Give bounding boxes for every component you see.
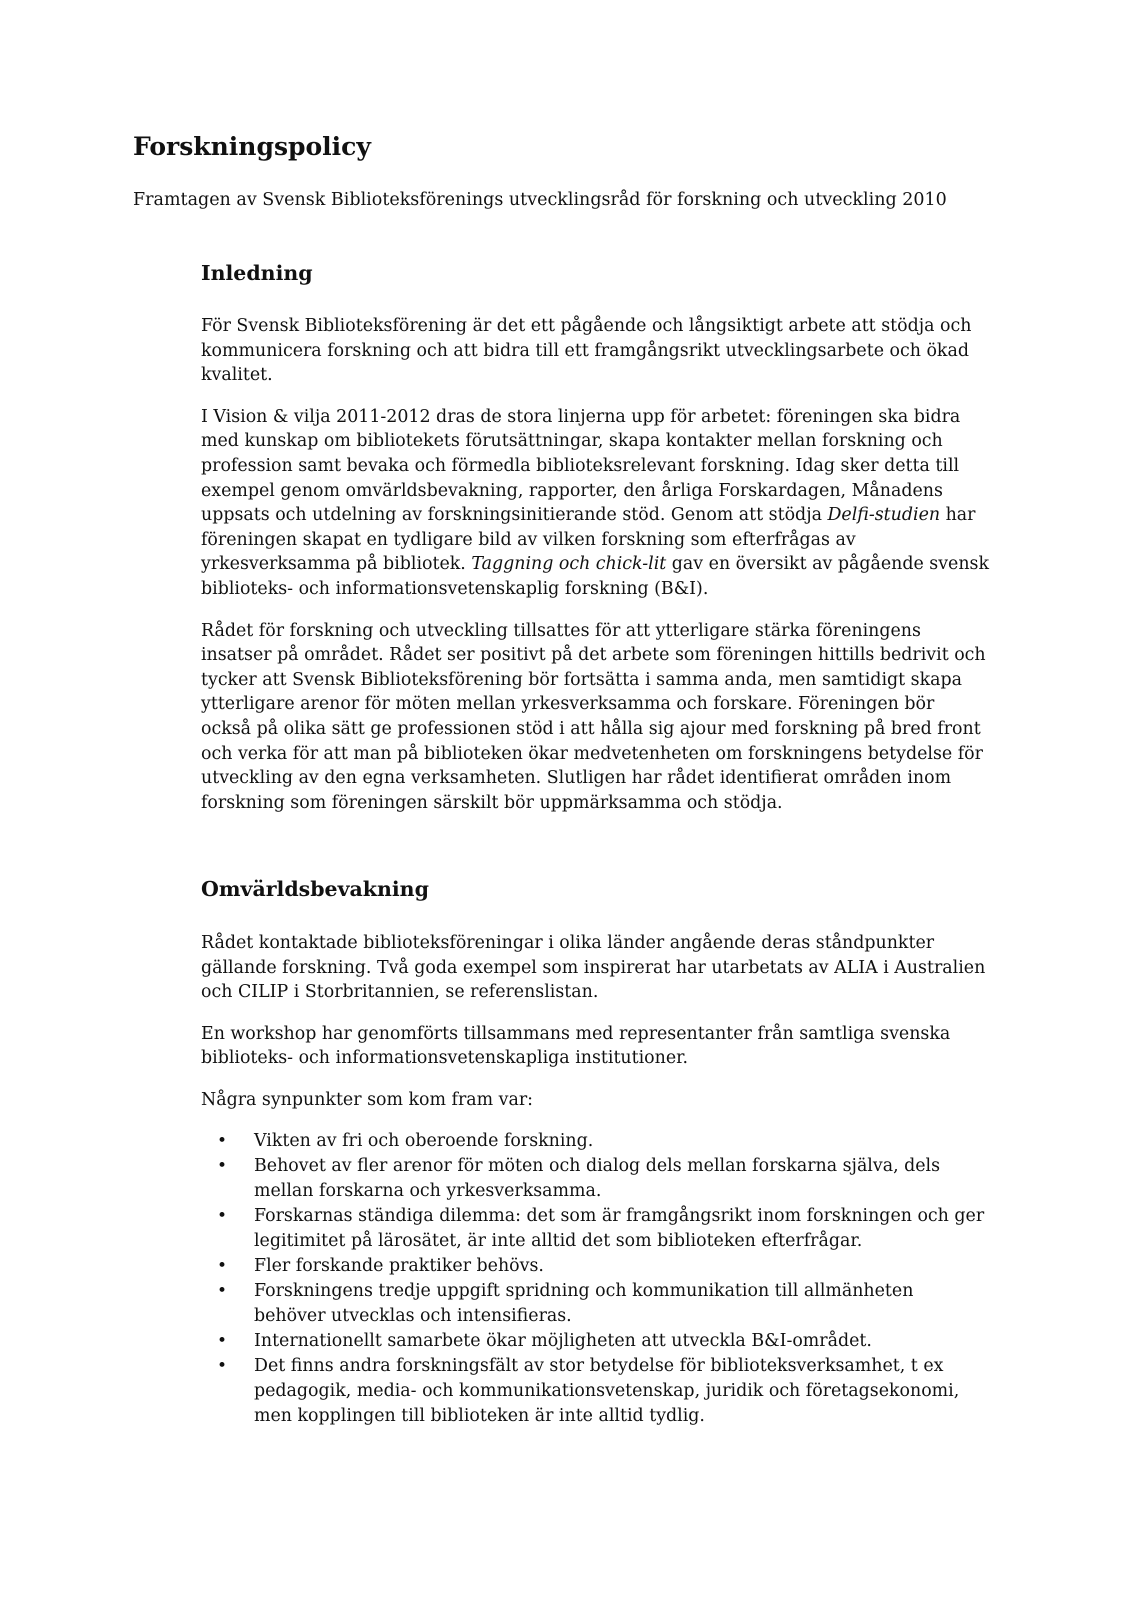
text-line: mellan forskarna och yrkesverksamma.	[254, 1180, 602, 1201]
italic-title-delfi: Delfi-studien	[827, 505, 941, 526]
bullet-icon: •	[217, 1130, 228, 1151]
section-inledning	[201, 259, 1001, 815]
text-line: kvalitet.	[201, 365, 273, 386]
text-line: gällande forskning. Två goda exempel som inspirerat har utarbetats av ALIA i Australien	[201, 957, 986, 978]
text-line: kommunicera forskning och att bidra till ett framgångsrikt utvecklingsarbete och ökad	[201, 340, 969, 361]
text-line: biblioteks- och informationsvetenskaplig forskning (B&I).	[201, 578, 709, 599]
italic-title-taggning: Taggning och chick-lit	[471, 554, 667, 575]
text-line: Några synpunkter som kom fram var:	[201, 1089, 534, 1110]
list-item	[201, 1154, 1001, 1204]
bullet-icon: •	[217, 1155, 228, 1176]
section-heading: Inledning	[201, 261, 313, 285]
paragraph	[201, 1088, 1001, 1113]
paragraph	[201, 619, 1001, 816]
bullet-icon: •	[217, 1355, 228, 1376]
text-segment: har	[940, 505, 976, 526]
list-item	[201, 1279, 1001, 1329]
text-line: Forskarnas ständiga dilemma: det som är framgångsrikt inom forskningen och ger	[254, 1205, 985, 1226]
text-line	[201, 503, 1001, 528]
section-heading: Omvärldsbevakning	[201, 877, 429, 901]
text-line: Behovet av fler arenor för möten och dialog dels mellan forskarna själva, dels	[254, 1155, 941, 1176]
text-segment: uppsats och utdelning av forskningsinitierande stöd. Genom att stödja	[201, 505, 828, 526]
text-line: forskning som föreningen särskilt bör uppmärksamma och stödja.	[201, 792, 783, 813]
list-item	[201, 1204, 1001, 1254]
paragraph	[201, 1022, 1001, 1071]
text-line: behöver utvecklas och intensifieras.	[254, 1305, 572, 1326]
text-line: Rådet kontaktade biblioteksföreningar i olika länder angående deras ståndpunkter	[201, 933, 935, 953]
text-line: utveckling av den egna verksamheten. Slutligen har rådet identifierat områden inom	[201, 768, 952, 789]
text-line: Internationellt samarbete ökar möjligheten att utveckla B&I-området.	[254, 1330, 872, 1351]
list-item	[201, 1254, 1001, 1279]
document-title: Forskningspolicy	[133, 132, 371, 161]
bullet-icon: •	[217, 1330, 228, 1351]
text-line: och verka för att man på biblioteken ökar medvetenheten om forskningens betydelse för	[201, 743, 983, 764]
text-line: pedagogik, media- och kommunikationsvetenskap, juridik och företagsekonomi,	[254, 1380, 960, 1401]
text-line: insatser på området. Rådet ser positivt på det arbete som föreningen hittills bedrivit och	[201, 645, 986, 666]
text-line: Fler forskande praktiker behövs.	[254, 1255, 544, 1276]
text-line: legitimitet på lärosätet, är inte alltid det som biblioteken efterfrågar.	[254, 1230, 863, 1251]
list-item	[201, 1329, 1001, 1354]
section-omvarldsbevakning	[201, 875, 1001, 1429]
bullet-icon: •	[217, 1255, 228, 1276]
text-line: Det finns andra forskningsfält av stor betydelse för biblioteksverksamhet, t ex	[254, 1355, 944, 1376]
text-segment: yrkesverksamma på bibliotek.	[201, 554, 472, 575]
list-item	[201, 1354, 1001, 1429]
paragraph	[201, 931, 1001, 1005]
text-line: För Svensk Biblioteksförening är det ett pågående och långsiktigt arbete att stödja och	[201, 316, 972, 336]
text-line: också på olika sätt ge professionen stöd i att hålla sig ajour med forskning på bred front	[201, 718, 981, 739]
paragraph	[201, 405, 1001, 602]
bullet-list	[201, 1129, 1001, 1429]
text-line: föreningen skapat en tydligare bild av vilken forskning som efterfrågas av	[201, 529, 856, 550]
text-line: och CILIP i Storbritannien, se referenslistan.	[201, 982, 599, 1003]
text-line: biblioteks- och informationsvetenskapliga institutioner.	[201, 1048, 689, 1069]
text-line: Rådet för forskning och utveckling tillsattes för att ytterligare stärka föreningens	[201, 620, 921, 641]
text-line: tycker att Svensk Biblioteksförening bör fortsätta i samma anda, men samtidigt skapa	[201, 669, 962, 690]
text-line: I Vision & vilja 2011-2012 dras de stora linjerna upp för arbetet: föreningen ska bidra	[201, 406, 961, 427]
text-line: profession samt bevaka och förmedla biblioteksrelevant forskning. Idag sker detta till	[201, 455, 960, 476]
text-line: Forskningens tredje uppgift spridning och kommunikation till allmänheten	[254, 1280, 914, 1301]
text-line: En workshop har genomförts tillsammans med representanter från samtliga svenska	[201, 1023, 951, 1044]
text-segment: gav en översikt av pågående svensk	[666, 554, 989, 575]
text-line: men kopplingen till biblioteken är inte alltid tydlig.	[254, 1405, 705, 1426]
text-line: exempel genom omvärldsbevakning, rapporter, den årliga Forskardagen, Månadens	[201, 480, 943, 501]
list-item	[201, 1129, 1001, 1154]
bullet-icon: •	[217, 1280, 228, 1301]
document-subtitle: Framtagen av Svensk Biblioteksförenings utvecklingsråd för forskning och utveckling 2010	[133, 190, 947, 210]
bullet-icon: •	[217, 1205, 228, 1226]
text-line: med kunskap om bibliotekets förutsättningar, skapa kontakter mellan forskning och	[201, 431, 943, 452]
text-line: ytterligare arenor för möten mellan yrkesverksamma och forskare. Föreningen bör	[201, 694, 935, 715]
text-line	[201, 552, 1001, 577]
text-line: Vikten av fri och oberoende forskning.	[254, 1130, 594, 1151]
paragraph	[201, 314, 1001, 388]
